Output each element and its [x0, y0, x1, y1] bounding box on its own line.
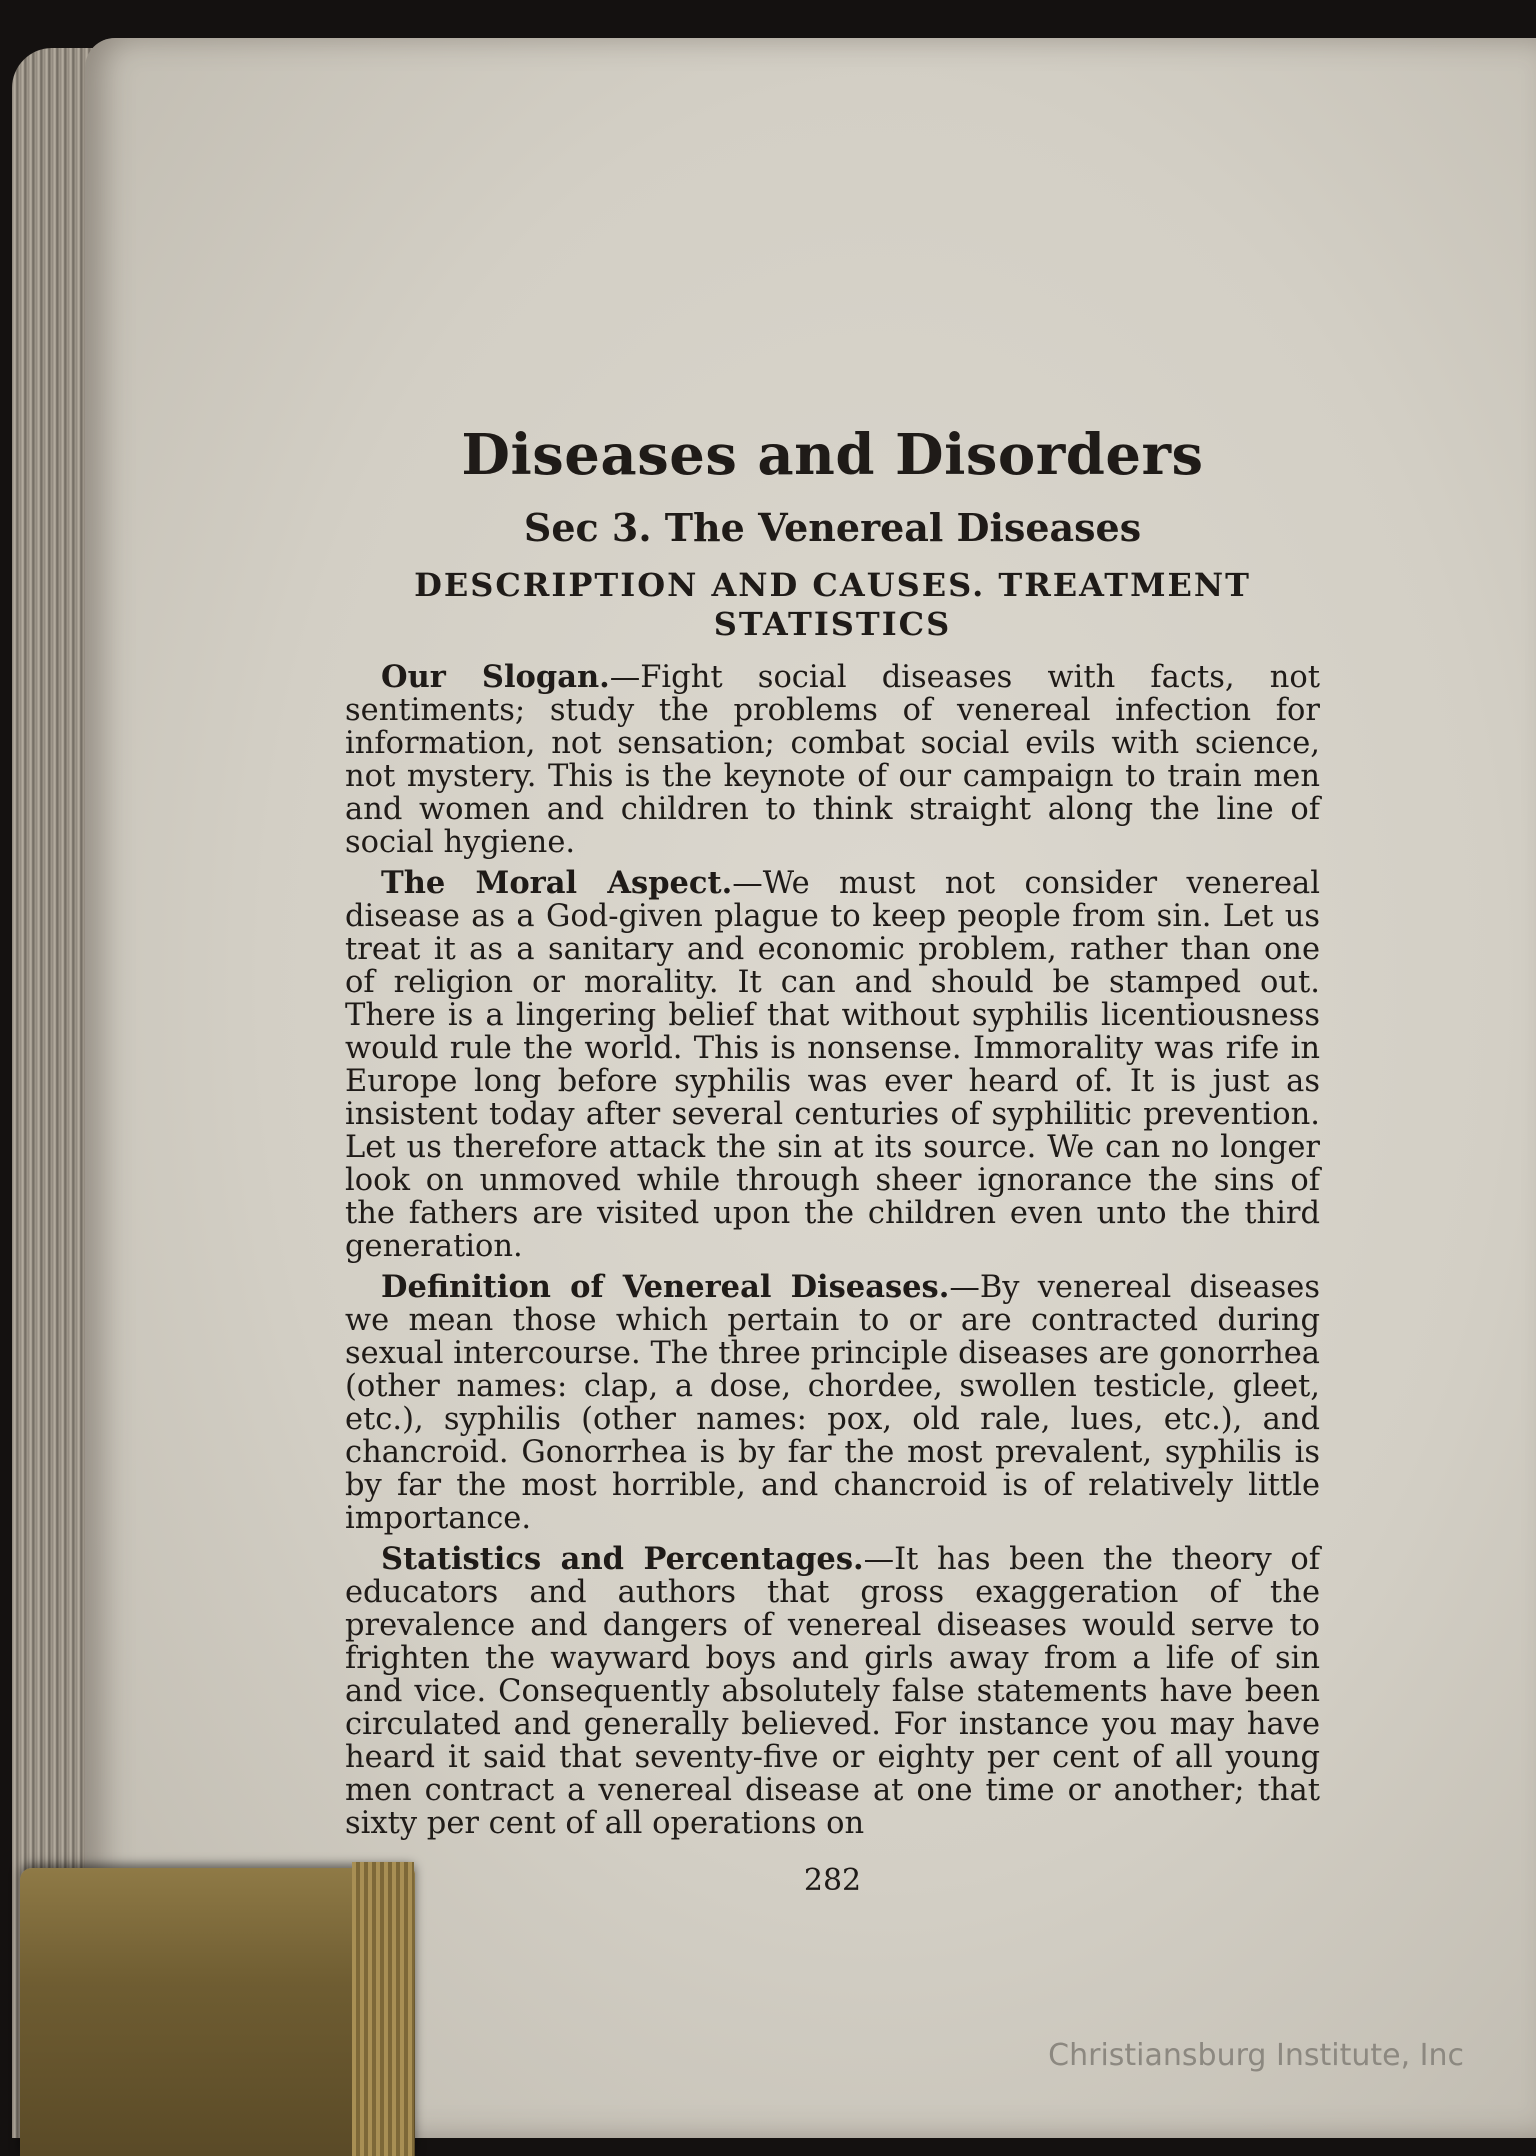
page-title: Diseases and Disorders	[461, 422, 1204, 488]
section-heading-line1: DESCRIPTION AND CAUSES. TREATMENT	[414, 566, 1251, 605]
paragraph-lead: The Moral Aspect.	[381, 865, 733, 902]
watermark: Christiansburg Institute, Inc	[1048, 2038, 1464, 2073]
paragraph-body: —By venereal diseases we mean those which pertain to or are contracted during sexual intercourse. The three principle diseases are gonorrhea (other names: clap, a dose, chordee, swollen testicle, gleet, etc.), syphilis (other names: pox, old rale, lues, etc.), and chancroid. Gonorrhea is by far the most prevalent, syphilis is by far the most horrible, and chancroid is of relatively little importance.	[345, 1270, 1320, 1537]
paragraph-statistics	[345, 1543, 1320, 1840]
section-title: Sec 3. The Venereal Diseases	[523, 504, 1142, 550]
book-page	[85, 38, 1536, 2138]
paragraph-definition	[345, 1271, 1320, 1535]
paragraph-lead: Our Slogan.	[381, 659, 610, 696]
paragraph-body: —It has been the theory of educators and authors that gross exaggeration of the prevalence and dangers of venereal diseases would serve to frighten the wayward boys and girls away from a life of sin and vice. Consequently absolutely false statements have been circulated and generally believed. For instance you may have heard it said that seventy-five or eighty per cent of all young men contract a venereal disease at one time or another; that sixty per cent of all operations on	[345, 1542, 1320, 1842]
section-heading	[345, 566, 1320, 643]
page-number: 282	[803, 1863, 862, 1898]
paragraph-lead: Statistics and Percentages.	[381, 1541, 864, 1578]
paragraph-moral-aspect	[345, 867, 1320, 1263]
paragraph-body: —We must not consider venereal disease as a God-given plague to keep people from sin. Let us treat it as a sanitary and economic problem, rather than one of religion or morality. It can and should be stamped out. There is a lingering belief that without syphilis licentiousness would rule the world. This is nonsense. Immorality was rife in Europe long before syphilis was ever heard of. It is just as insistent today after several centuries of syphilitic prevention. Let us therefore attack the sin at its source. We can no longer look on unmoved while through sheer ignorance the sins of the fathers are visited upon the children even unto the third generation.	[345, 866, 1320, 1265]
page-text-block	[345, 422, 1320, 1898]
paragraph-body: —Fight social diseases with facts, not sentiments; study the problems of venereal infection for information, not sensation; combat social evils with science, not mystery. This is the keynote of our campaign to train men and women and children to think straight along the line of social hygiene.	[345, 660, 1320, 861]
section-heading-line2: STATISTICS	[713, 604, 952, 643]
paragraph-slogan	[345, 661, 1320, 859]
bookmark-edge	[352, 1862, 414, 2156]
paragraph-lead: Definition of Venereal Diseases.	[381, 1269, 950, 1306]
